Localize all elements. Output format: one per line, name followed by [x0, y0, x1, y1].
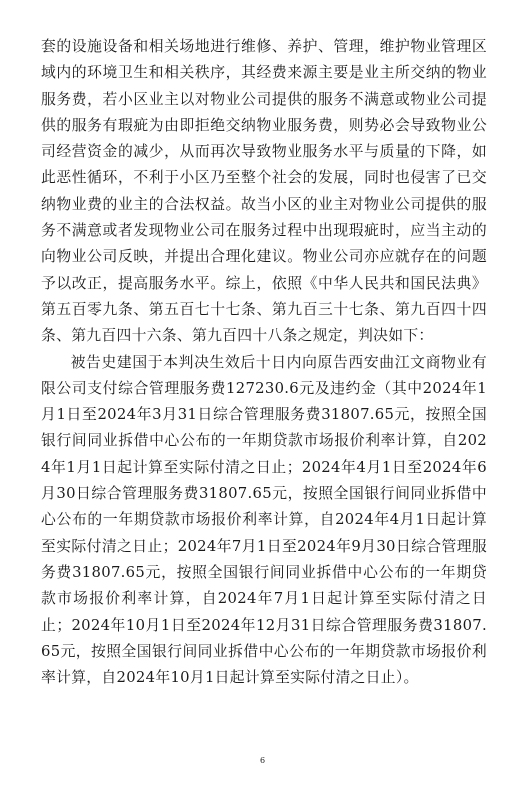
paragraph-reasoning-tail: 套的设施设备和相关场地进行维修、养护、管理，维护物业管理区域内的环境卫生和相关秩序，其经费来源主要是业主所交纳的物业服务费，若小区业主以对物业公司提供的服务不满意或物业公司提供的服务有瑕疵为由即拒绝交纳物业服务费，则势必会导致物业公司经营资金的减少，从而再次导致物业服务水平与质量的下降，如此恶性循环，不利于小区乃至整个社会的发展，同时也侵害了已交纳物业费的业主的合法权益。故当小区的业主对物业公司提供的服务不满意或者发现物业公司在服务过程中出现瑕疵时，应当主动的向物业公司反映，并提出合理化建议。物业公司亦应就存在的问题予以改正，提高服务水平。综上，依照《中华人民共和国民法典》第五百零九条、第五百七十七条、第九百三十七条、第九百四十四条、第九百四十六条、第九百四十八条之规定，判决如下：: [41, 38, 487, 345]
page-number: 6: [259, 756, 266, 765]
paragraph-judgment-item: 被告史建国于本判决生效后十日内向原告西安曲江文商物业有限公司支付综合管理服务费127230.6元及违约金（其中2024年1月1日至2024年3月31日综合管理服务费31807.65元，按照全国银行间同业拆借中心公布的一年期贷款市场报价利率计算，自2024年1月1日起计算至实际付清之日止；2024年4月1日至2024年6月30日综合管理服务费31807.65元，按照全国银行间同业拆借中心公布的一年期贷款市场报价利率计算，自2024年4月1日起计算至实际付清之日止；2024年7月1日至2024年9月30日综合管理服务费31807.65元，按照全国银行间同业拆借中心公布的一年期贷款市场报价利率计算，自2024年7月1日起计算至实际付清之日止；2024年10月1日至2024年12月31日综合管理服务费31807.65元，按照全国银行间同业拆借中心公布的一年期贷款市场报价利率计算，自2024年10月1日起计算至实际付清之日止）。: [41, 353, 487, 687]
document-body: [41, 34, 487, 691]
